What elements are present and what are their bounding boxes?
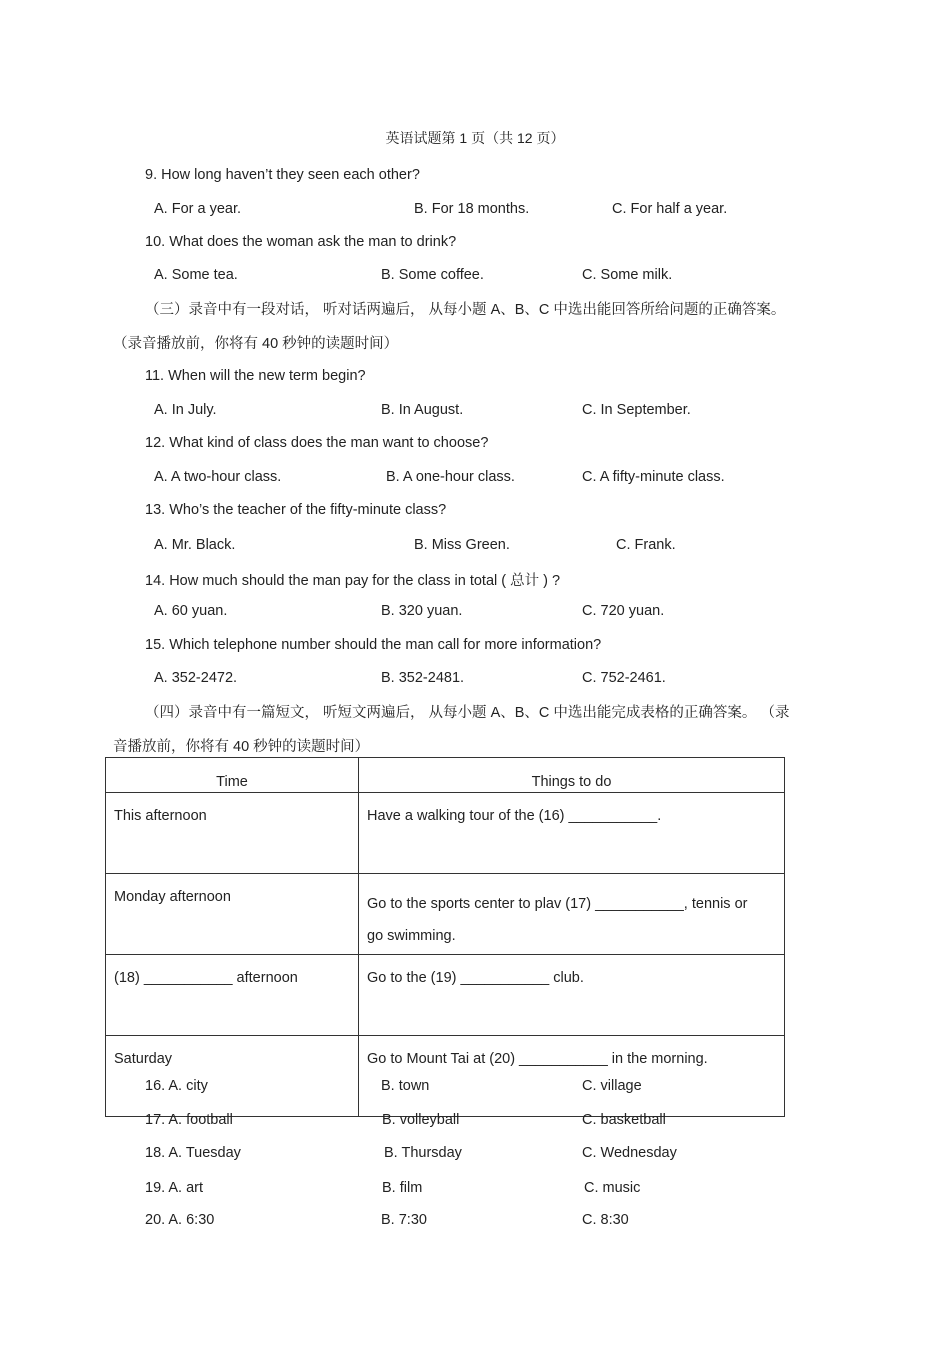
option: B. In August.: [381, 402, 464, 418]
section-4-time-note: 音播放前，你将有 40 秒钟的读题时间）: [113, 739, 370, 755]
question-number: 15.: [145, 637, 166, 653]
section-3-instruction: （三）录音中有一段对话， 听对话两遍后， 从每小题 A、B、C 中选出能回答所给问题的正确答案。: [145, 302, 786, 318]
option: A. Some tea.: [154, 267, 238, 283]
option: A. Mr. Black.: [154, 537, 236, 553]
question-12: [145, 435, 488, 451]
column-header-time: Time: [106, 758, 359, 793]
option: C. 720 yuan.: [582, 603, 665, 619]
option: B. For 18 months.: [414, 201, 530, 217]
option: B. Miss Green.: [414, 537, 510, 553]
question-10: [145, 234, 456, 250]
table-header-row: [106, 758, 785, 793]
answer-19-b: B. film: [382, 1180, 423, 1196]
question-number: 13.: [145, 502, 166, 518]
answer-20-a: 20. A. 6:30: [145, 1212, 215, 1228]
schedule-table: [105, 757, 785, 1117]
option: A. 60 yuan.: [154, 603, 228, 619]
answer-18-b: B. Thursday: [384, 1145, 462, 1161]
page-header: 英语试题第 1 页（共 12 页）: [385, 130, 565, 146]
table-row: [106, 955, 785, 1036]
answer-18-a: 18. A. Tuesday: [145, 1145, 241, 1161]
todo-cell: Have a walking tour of the (16) ___________.: [367, 808, 662, 824]
question-text: When will the new term begin?: [168, 368, 366, 384]
todo-cell: Go to the (19) ___________ club.: [367, 970, 584, 986]
option: A. A two-hour class.: [154, 469, 282, 485]
option: A. For a year.: [154, 201, 242, 217]
time-cell: Saturday: [114, 1051, 173, 1067]
question-number: 14.: [145, 573, 166, 589]
question-9: [145, 167, 420, 183]
answer-17-a: 17. A. football: [145, 1112, 233, 1128]
question-text: How long haven’t they seen each other?: [161, 167, 420, 183]
column-header-things: Things to do: [359, 758, 785, 793]
option: C. A fifty-minute class.: [582, 469, 725, 485]
question-text: How much should the man pay for the class in total ( 总计 ) ?: [169, 573, 561, 589]
question-number: 11.: [145, 368, 165, 384]
question-text: Who’s the teacher of the fifty-minute class?: [169, 502, 447, 518]
table-row: [106, 793, 785, 874]
section-3-time-note: （录音播放前，你将有 40 秒钟的读题时间）: [113, 336, 399, 352]
option: C. Some milk.: [582, 267, 673, 283]
question-13: [145, 502, 446, 518]
question-15: [145, 637, 601, 653]
question-number: 12.: [145, 435, 166, 451]
option: B. A one-hour class.: [386, 469, 515, 485]
answer-19-a: 19. A. art: [145, 1180, 204, 1196]
section-4-instruction: （四）录音中有一篇短文， 听短文两遍后， 从每小题 A、B、C 中选出能完成表格的正确答案。 （录: [145, 705, 790, 721]
answer-18-c: C. Wednesday: [582, 1145, 677, 1161]
question-number: 10.: [145, 234, 166, 250]
question-text: What does the woman ask the man to drink?: [169, 234, 457, 250]
answer-16-a: 16. A. city: [145, 1078, 208, 1094]
time-cell: Monday afternoon: [114, 889, 231, 905]
time-cell: This afternoon: [114, 808, 207, 824]
table-row: [106, 874, 785, 955]
answer-16-c: C. village: [582, 1078, 642, 1094]
question-text: Which telephone number should the man call for more information?: [169, 637, 602, 653]
answer-16-b: B. town: [381, 1078, 430, 1094]
option: C. In September.: [582, 402, 691, 418]
option: C. For half a year.: [612, 201, 728, 217]
option: A. 352-2472.: [154, 670, 238, 686]
question-11: [145, 368, 366, 384]
todo-cell-continued: go swimming.: [367, 928, 456, 944]
question-number: 9.: [145, 167, 158, 183]
option: A. In July.: [154, 402, 217, 418]
option: B. 320 yuan.: [381, 603, 463, 619]
time-cell: (18) ___________ afternoon: [114, 970, 298, 986]
question-text: What kind of class does the man want to choose?: [169, 435, 489, 451]
answer-20-c: C. 8:30: [582, 1212, 629, 1228]
question-14: [145, 569, 560, 590]
option: B. 352-2481.: [381, 670, 465, 686]
answer-17-c: C. basketball: [582, 1112, 666, 1128]
table-row: [106, 1036, 785, 1117]
answer-19-c: C. music: [584, 1180, 641, 1196]
option: C. 752-2461.: [582, 670, 666, 686]
answer-17-b: B. volleyball: [382, 1112, 460, 1128]
answer-20-b: B. 7:30: [381, 1212, 427, 1228]
option: C. Frank.: [616, 537, 676, 553]
option: B. Some coffee.: [381, 267, 484, 283]
todo-cell: Go to the sports center to plav (17) ___________, tennis or: [367, 896, 748, 912]
todo-cell: Go to Mount Tai at (20) ___________ in the morning.: [367, 1051, 708, 1067]
